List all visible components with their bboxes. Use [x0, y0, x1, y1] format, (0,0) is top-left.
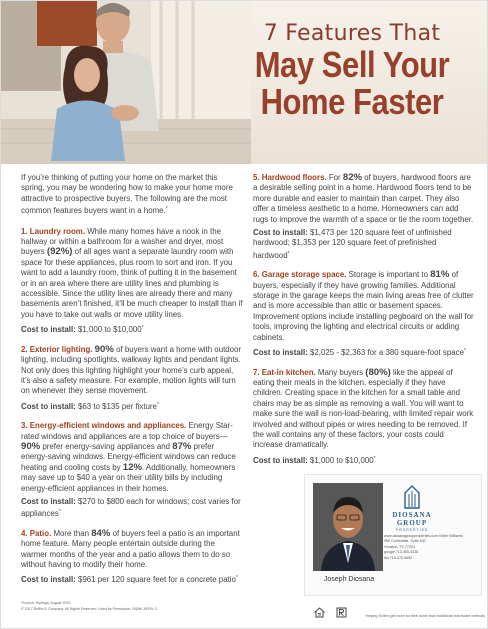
stat-percent: (92%): [46, 246, 73, 258]
feature-garage-storage: 6. Garage storage space. Storage is important to 81% of buyers, especially if they have growing families. Additional storage in the garage keeps the main living areas free of clutter and is more accessible than attic or basement spaces. Improvement options include installing pegboard on the wall for tools, improving the lighting and electrical circuits or adding cabinets. Cost to install: $2,025 - $2,363 for a 380 square-foot space*: [253, 269, 474, 358]
contact-city: Houston, TX 77024: [384, 544, 415, 549]
copyright-note: © 2017 Buffini & Company. All Rights Reserved. Used by Permission. R&MK APRIL C: [21, 607, 158, 611]
cost-line: Cost to install: $1,000 to $10,000*: [253, 455, 376, 465]
feature-exterior-lighting: 2. Exterior lighting. 90% of buyers want a home with outdoor lighting, including spotlights, walkway lights and pendant lights. Not only does this lighting highlight your home’s curb appeal, it’s also a safety measure. For example, motion lights will turn on whenever they sense movement. Cost to install: $63 to $135 per fixture*: [21, 343, 242, 411]
stat-percent: 90%: [94, 343, 114, 355]
feature-energy-efficient: 3. Energy-efficient windows and appliances. Energy Star-rated windows and appliances are a top choice of buyers—90% prefer energy-saving appliances and 87% prefer energy-saving windows. Energy-efficient windows can reduce heating and cooling costs by 12%. Additionally, homeowners may save up to $40 a year on their utility bills by including energy-efficient appliances in their homes. Cost to install: $270 to $800 each for windows; cost varies for appliances*: [21, 421, 243, 520]
cost-line: Cost to install: $270 to $800 each for windows; cost varies for appliances*: [21, 496, 241, 519]
right-column: [253, 173, 475, 475]
feature-title: 4. Patio.: [21, 528, 52, 538]
feature-title: 6. Garage storage space.: [253, 270, 347, 280]
agent-contact: [384, 534, 479, 561]
stat-percent: (80%): [365, 366, 391, 378]
couple-photo: [1, 1, 251, 164]
feature-hardwood-floors: 5. Hardwood floors. For 82% of buyers, hardwood floors are a desirable selling point in a home. Hardwood floors tend to be more durable and easier to maintain than carpet. They also offer a timeless aesthetic to a home. Homeowners can add rugs to improve the warmth of a space or tie the room together. Cost to install: $1,473 per 120 square feet of unfinished hardwood; $1,353 per 120 square feet of prefinished hardwood*: [253, 172, 474, 260]
agent-name: Joseph Diosana: [323, 576, 375, 583]
source-note: *Source: Hyllinga, August 2015: [21, 601, 71, 605]
intro-paragraph: If you’re thinking of putting your home on the market this spring, you may be wondering how to make your home more attractive to prospective buyers. The following are the most common features buyers want in a home.*: [21, 173, 233, 216]
cost-line: Cost to install: $2,025 - $2,363 for a 380 square-foot space*: [253, 348, 466, 358]
contact-phone: google 713-465-4338: [384, 550, 419, 555]
cost-line: Cost to install: $1,000 to $10,000*: [21, 325, 144, 335]
contact-fax: fax 713-470-0692: [384, 555, 413, 560]
cost-line: Cost to install: $63 to $135 per fixture*: [21, 401, 159, 411]
stat-percent: 12%: [122, 461, 142, 473]
stat-percent: 82%: [342, 172, 363, 183]
feature-title: 7. Eat-in kitchen.: [253, 367, 316, 377]
footnote: [21, 600, 271, 612]
agent-portrait: [313, 483, 383, 571]
stat-percent: 87%: [172, 440, 192, 452]
hero-banner: [1, 1, 488, 164]
brand-tagline: PROPERTIES: [395, 528, 429, 532]
footer-tagline: Helping Sellers get more for their home than traditional real estate methods: [365, 614, 485, 618]
stat-percent: 84%: [91, 527, 111, 539]
contact-website: www.diosanagroupproperties.com Keller Williams: [384, 534, 463, 538]
headline-line-1: 7 Features That: [263, 21, 441, 46]
feature-title: 2. Exterior lighting.: [21, 344, 93, 354]
feature-title: 3. Energy-efficient windows and appliances.: [21, 421, 187, 431]
feature-patio: 4. Patio. More than 84% of buyers feel a patio is an important home feature. Many people entertain outside during the warmer months of the year and a patio allows them to do so without having to modify their home. Cost to install: $961 per 120 square feet for a concrete patio*: [21, 529, 243, 586]
realtor-icon: [336, 607, 347, 618]
brand-name: DIOSANA GROUP: [392, 511, 432, 527]
equal-housing-icon: [314, 607, 325, 618]
feature-eat-in-kitchen: 7. Eat-in kitchen. Many buyers (80%) like the appeal of eating their meals in the kitchen, especially if they have children. Creating space in the kitchen for a small table and chairs may be as simple as removing a wall. You will want to make sure the wall is non-load-bearing, with limited repair work involved and without pipes or wires needing to be removed. If the wall contains any of these factors, your costs could increase dramatically. Cost to install: $1,000 to $10,000*: [253, 366, 474, 465]
agent-card: [304, 474, 482, 596]
headline: [217, 21, 487, 120]
contact-address: 950 Corbindale, Suite 100: [384, 539, 426, 544]
stat-percent: 81%: [430, 269, 450, 281]
headline-line-2: May Sell Your: [254, 44, 450, 85]
stat-percent: 90%: [21, 440, 41, 452]
building-logo-icon: [397, 485, 427, 509]
feature-title: 5. Hardwood floors.: [253, 173, 327, 182]
left-column: [21, 173, 243, 595]
cost-line: Cost to install: $961 per 120 square feet for a concrete patio*: [21, 575, 238, 585]
agent-photo: [313, 483, 383, 571]
headline-line-3: Home Faster: [260, 81, 444, 122]
cost-line: Cost to install: $1,473 per 120 square feet of unfinished hardwood; $1,353 per 120 square feet of prefinished hardwood*: [253, 228, 452, 260]
feature-title: 1. Laundry room.: [21, 226, 86, 236]
couple-illustration: [1, 1, 251, 164]
feature-laundry-room: 1. Laundry room. While many homes have a nook in the hallway or within a bathroom for a washer and dryer, most buyers (92%) of all ages want a separate laundry room with space for these appliances, plus room to sort and iron. If you want to add a laundry room, think of putting it in the basement or in an area where there are utility lines and plumbing is accessible. Since the utility lines are already there and many basements aren’t finished, it’ll be much cheaper to install than if you have to take out walls or move utility lines. Cost to install: $1,000 to $10,000*: [21, 226, 243, 335]
